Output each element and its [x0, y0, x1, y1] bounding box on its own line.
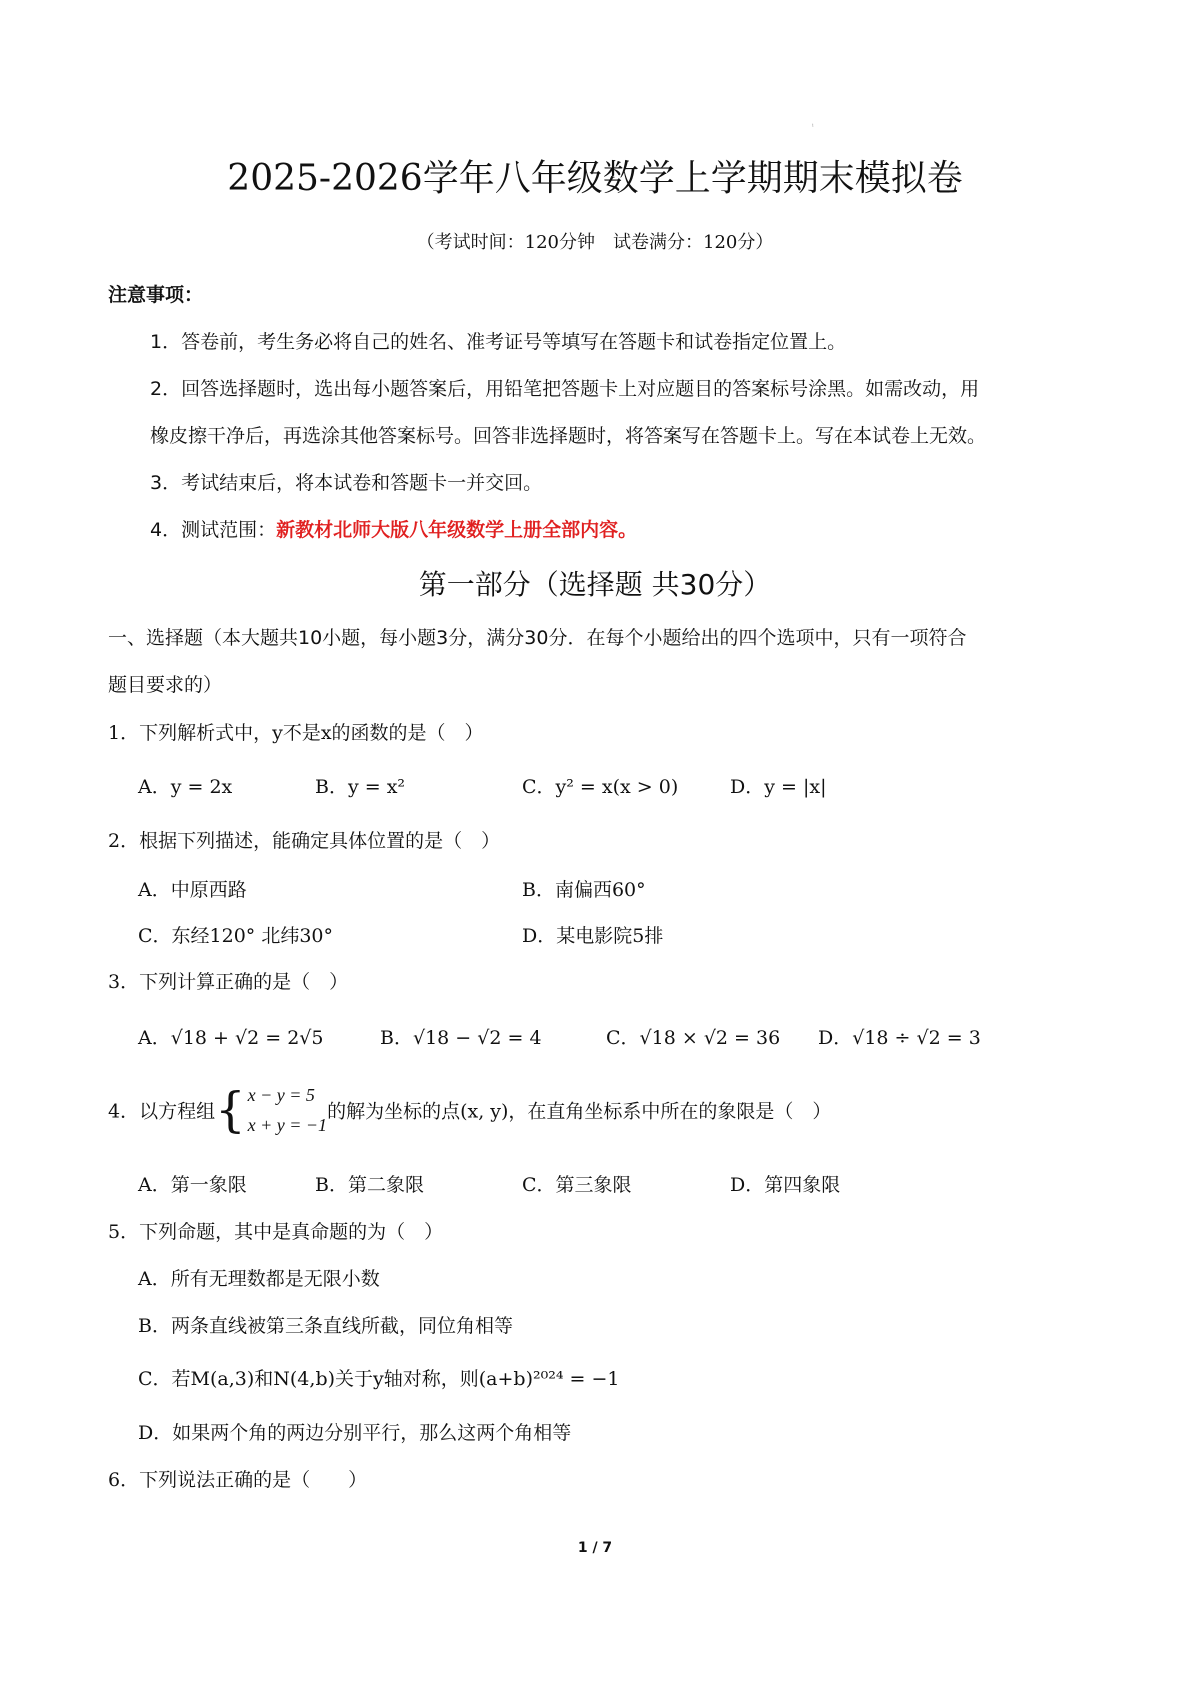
- question-2-option-b: B．南偏西60°: [522, 879, 646, 901]
- equation-2: x + y = −1: [247, 1115, 328, 1135]
- question-4-option-c: C．第三象限: [522, 1174, 632, 1196]
- question-3-stem: 3．下列计算正确的是（ ）: [108, 971, 349, 993]
- note-item-4: [150, 515, 637, 542]
- question-2-stem: 2．根据下列描述，能确定具体位置的是（ ）: [108, 830, 501, 852]
- question-5-option-d: D．如果两个角的两边分别平行，那么这两个角相等: [138, 1422, 572, 1444]
- system-brace: {: [215, 1082, 246, 1138]
- page-number: 1 / 7: [577, 1540, 613, 1556]
- note-item-2-cont: 橡皮擦干净后，再选涂其他答案标号。回答非选择题时，将答案写在答题卡上。写在本试卷上无效。: [150, 425, 987, 447]
- question-6-stem: 6．下列说法正确的是（ ）: [108, 1469, 368, 1491]
- question-5-stem: 5．下列命题，其中是真命题的为（ ）: [108, 1221, 444, 1243]
- question-3-option-c: C．√18 × √2 = 36: [606, 1027, 781, 1049]
- question-2-option-d: D．某电影院5排: [522, 925, 664, 947]
- question-3-option-a: A．√18 + √2 = 2√5: [138, 1027, 324, 1049]
- question-4-stem-post: 的解为坐标的点(x, y)，在直角坐标系中所在的象限是（ ）: [327, 1100, 832, 1123]
- question-2-option-c: C．东经120° 北纬30°: [138, 925, 334, 947]
- section-heading-line2: 题目要求的）: [108, 674, 223, 696]
- question-1-stem: 1．下列解析式中，y不是x的函数的是（ ）: [108, 722, 484, 744]
- notes-heading: 注意事项：: [108, 284, 204, 306]
- question-1-option-b: B．y = x²: [315, 776, 406, 798]
- question-4-option-a: A．第一象限: [138, 1174, 247, 1196]
- corner-mark: ⁱ: [812, 122, 814, 131]
- part-title: 第一部分（选择题 共30分）: [418, 568, 772, 601]
- question-1-option-d: D．y = |x|: [730, 776, 827, 798]
- page-title: 2025-2026学年八年级数学上学期期末模拟卷: [227, 158, 963, 199]
- scope-value: 新教材北师大版八年级数学上册全部内容。: [276, 519, 638, 541]
- question-4-stem: [108, 1080, 831, 1140]
- equation-system: [248, 1080, 327, 1140]
- exam-info: （考试时间：120分钟 试卷满分：120分）: [416, 232, 774, 253]
- question-4-stem-pre: 4．以方程组: [108, 1100, 216, 1123]
- question-2-option-a: A．中原西路: [138, 879, 247, 901]
- section-heading-line1: 一、选择题（本大题共10小题，每小题3分，满分30分．在每个小题给出的四个选项中，只有一项符合: [108, 627, 967, 649]
- question-5-option-b: B．两条直线被第三条直线所截，同位角相等: [138, 1315, 513, 1337]
- note-item-3: 3．考试结束后，将本试卷和答题卡一并交回。: [150, 472, 543, 494]
- question-1-option-c: C．y² = x(x > 0): [522, 776, 679, 798]
- question-1-option-a: A．y = 2x: [138, 776, 233, 798]
- note-item-2: 2．回答选择题时，选出每小题答案后，用铅笔把答题卡上对应题目的答案标号涂黑。如需改动，用: [150, 378, 980, 400]
- scope-label: 4．测试范围：: [150, 519, 277, 541]
- equation-1: x − y = 5: [247, 1085, 315, 1105]
- question-4-option-b: B．第二象限: [315, 1174, 424, 1196]
- question-3-option-b: B．√18 − √2 = 4: [380, 1027, 542, 1049]
- question-3-option-d: D．√18 ÷ √2 = 3: [818, 1027, 981, 1049]
- question-5-option-c: C．若M(a,3)和N(4,b)关于y轴对称，则(a+b)²⁰²⁴ = −1: [138, 1368, 620, 1390]
- note-item-1: 1．答卷前，考生务必将自己的姓名、准考证号等填写在答题卡和试卷指定位置上。: [150, 331, 847, 353]
- question-4-option-d: D．第四象限: [730, 1174, 841, 1196]
- question-5-option-a: A．所有无理数都是无限小数: [138, 1268, 380, 1290]
